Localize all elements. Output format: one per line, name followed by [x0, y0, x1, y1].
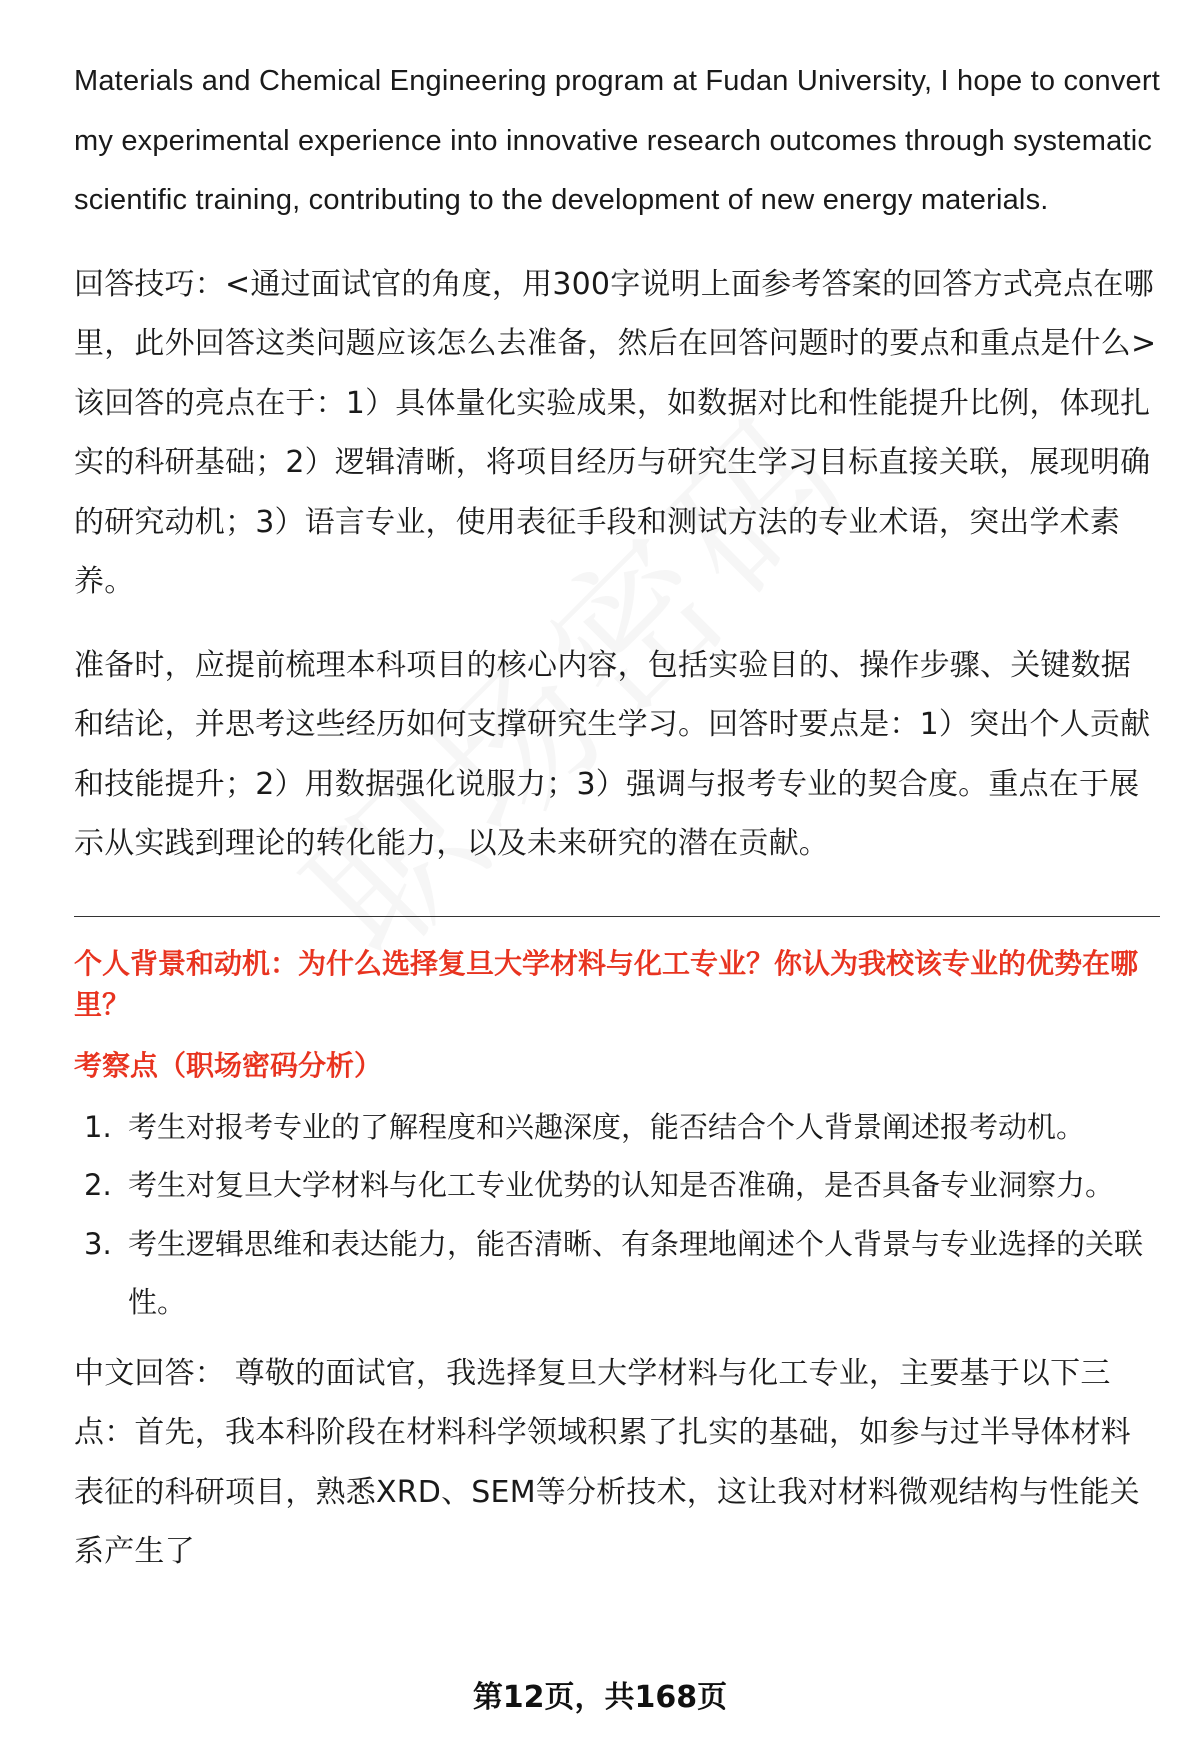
question-title: 个人背景和动机：为什么选择复旦大学材料与化工专业？你认为我校该专业的优势在哪里？: [74, 946, 1139, 1021]
list-item: [74, 1098, 1160, 1157]
preparation-paragraph: 准备时，应提前梳理本科项目的核心内容，包括实验目的、操作步骤、关键数据和结论，并思考这些经历如何支撑研究生学习。回答时要点是：1）突出个人贡献和技能提升；2）用数据强化说服力；3）强调与报考专业的契合度。重点在于展示从实践到理论的转化能力，以及未来研究的潜在贡献。: [74, 647, 1151, 861]
document-page: [74, 52, 1160, 1606]
list-item-text: 考生对报考专业的了解程度和兴趣深度，能否结合个人背景阐述报考动机。: [128, 1109, 1086, 1144]
list-item-number: 1.: [84, 1109, 112, 1144]
chinese-answer-paragraph: 中文回答： 尊敬的面试官，我选择复旦大学材料与化工专业，主要基于以下三点：首先，我本科阶段在材料科学领域积累了扎实的基础，如参与过半导体材料表征的科研项目，熟悉XRD、SEM等分析技术，这让我对材料微观结构与性能关系产生了: [74, 1355, 1140, 1569]
list-item-text: 考生对复旦大学材料与化工专业优势的认知是否准确，是否具备专业洞察力。: [128, 1168, 1115, 1202]
list-item: [74, 1156, 1160, 1215]
evaluation-points-list: [74, 1098, 1160, 1332]
evaluation-points-heading: 考察点（职场密码分析）: [74, 1048, 383, 1082]
answer-tips-paragraph: 回答技巧：<通过面试官的角度，用300字说明上面参考答案的回答方式亮点在哪里，此外回答这类问题应该怎么去准备，然后在回答问题时的要点和重点是什么> 该回答的亮点在于：1）具体量化实验成果，如数据对比和性能提升比例，体现扎实的科研基础；2）逻辑清晰，将项目经历与研究生学习目标直接关联，展现明确的研究动机；3）语言专业，使用表征手段和测试方法的专业术语，突出学术素养。: [74, 266, 1157, 599]
list-item-number: 3.: [84, 1226, 112, 1261]
page-number-footer: 第12页，共168页: [472, 1680, 728, 1715]
english-answer-paragraph: Materials and Chemical Engineering program at Fudan University, I hope to convert my experimental experience into innovative research outcomes through systematic scientific training, contributing to the development of new energy materials.: [74, 65, 1160, 216]
list-item-number: 2.: [84, 1168, 112, 1202]
section-divider: [74, 916, 1160, 917]
list-item: [74, 1215, 1160, 1332]
list-item-text: 考生逻辑思维和表达能力，能否清晰、有条理地阐述个人背景与专业选择的关联性。: [128, 1226, 1144, 1319]
